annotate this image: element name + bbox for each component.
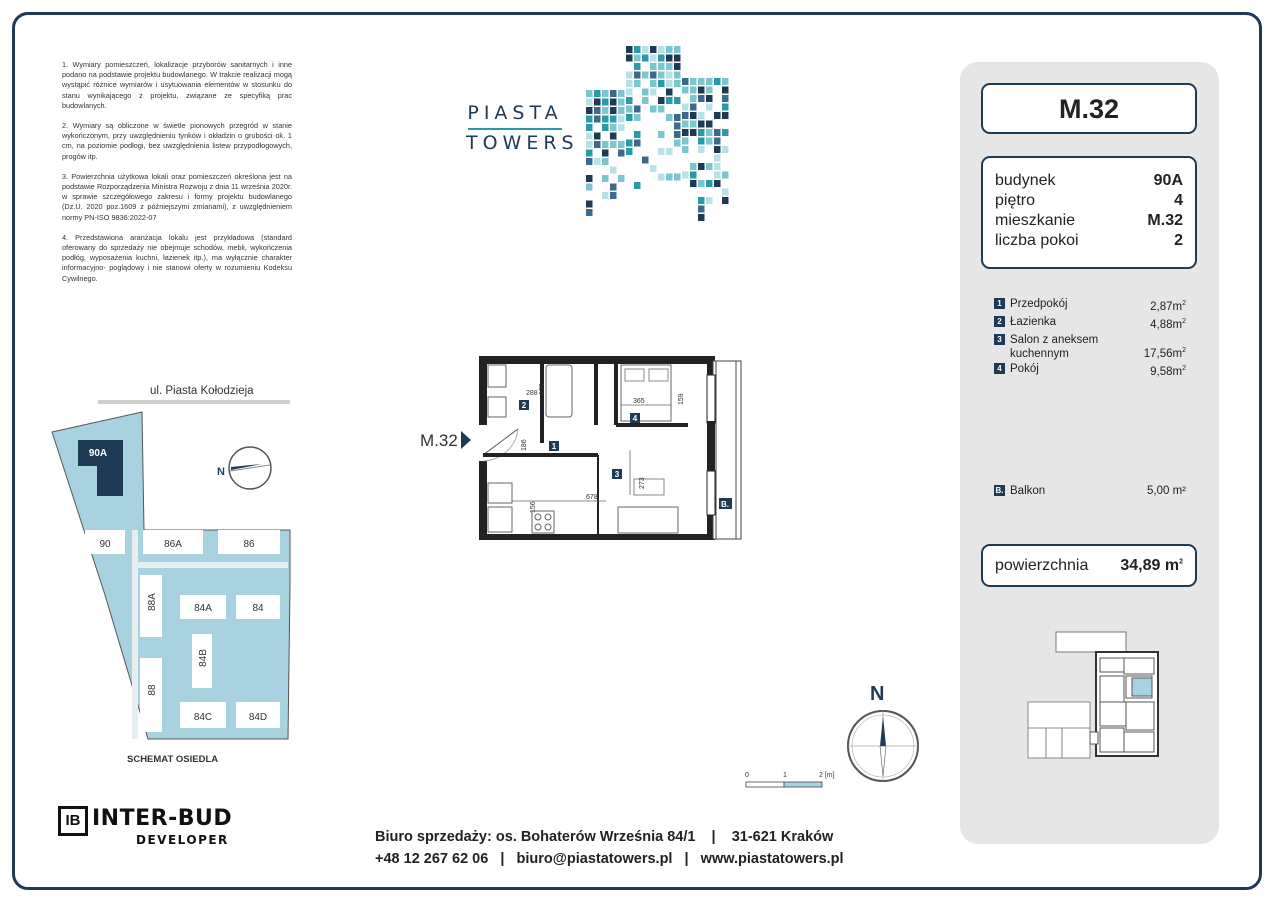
svg-text:84B: 84B: [198, 649, 209, 667]
mosaic-tile: [586, 184, 593, 191]
room-tag-2: [519, 400, 529, 410]
note-2: 2. Wymiary są obliczone w świetle pionowych przegród w stanie wykończonym, przy uwzględnieniu tynków i okładzin o grubości ok. 1 cm, na poziomie podłogi, bez uwzględnienia listew przypodłogowych, progów itp.: [62, 121, 292, 161]
mosaic-tile: [650, 72, 657, 79]
mosaic-tile: [602, 158, 609, 165]
mosaic-tile: [610, 116, 617, 123]
mosaic-tile: [602, 192, 609, 199]
mosaic-tile: [682, 138, 689, 145]
mosaic-tile: [626, 97, 633, 104]
mosaic-tile: [658, 63, 665, 70]
building-88a: [140, 575, 162, 637]
mosaic-tile: [706, 197, 713, 204]
logo-divider: [468, 128, 562, 130]
mosaic-tile: [610, 124, 617, 131]
mosaic-tile: [658, 174, 665, 181]
mosaic-tile: [594, 116, 601, 123]
mosaic-tile: [714, 129, 721, 136]
mosaic-tile: [706, 95, 713, 102]
mosaic-tile: [674, 46, 681, 53]
logo-line2: TOWERS: [466, 132, 579, 154]
mosaic-tile: [690, 172, 697, 179]
mosaic-tile: [642, 55, 649, 62]
room-list: [994, 297, 1186, 379]
mosaic-tile: [586, 107, 593, 114]
mosaic-tile: [682, 104, 689, 111]
mosaic-tile: [650, 89, 657, 96]
total-area-box: [981, 544, 1197, 587]
mosaic-tile: [642, 46, 649, 53]
dim-288: 288: [526, 390, 538, 397]
svg-text:84A: 84A: [194, 603, 212, 614]
room-number: 2: [994, 316, 1005, 327]
building-86: [218, 530, 280, 554]
mosaic-tile: [594, 133, 601, 140]
mosaic-tile: [706, 163, 713, 170]
mosaic-tile: [618, 90, 625, 97]
mosaic-tile: [674, 140, 681, 147]
mosaic-tile: [602, 90, 609, 97]
mosaic-tile: [634, 106, 641, 113]
mosaic-tile: [698, 180, 705, 187]
room-number: 4: [994, 363, 1005, 374]
mosaic-tile: [610, 141, 617, 148]
mosaic-tile: [690, 112, 697, 119]
mosaic-tile: [722, 146, 729, 153]
mosaic-tile: [650, 106, 657, 113]
mosaic-tile: [682, 146, 689, 153]
info-value: M.32: [1147, 212, 1183, 229]
note-4: 4. Przedstawiona aranżacja lokalu jest przykładowa (standard oferowany do sprzedaży nie obejmuje schodów, mebli, wykończenia podłóg, wyposażenia kuchni, łazienek itp.), ma wyłącznie charakter informacyjno- poglądowy i nie stanowi oferty w rozumieniu Kodeksu Cywilnego.: [62, 232, 292, 283]
area-label: powierzchnia: [995, 556, 1089, 574]
mosaic-tile: [610, 90, 617, 97]
legal-notes: [62, 60, 292, 294]
site-caption: SCHEMAT OSIEDLA: [127, 754, 219, 765]
info-value: 90A: [1153, 172, 1183, 189]
building-86a: [143, 530, 203, 554]
mosaic-tile: [682, 78, 689, 85]
info-label: liczba pokoi: [995, 232, 1079, 249]
mosaic-tile: [722, 104, 729, 111]
mosaic-tile: [674, 97, 681, 104]
room-name: Salon z aneksem kuchennym: [1010, 333, 1099, 360]
mosaic-tile: [602, 150, 609, 157]
room-tag-b: [719, 498, 732, 509]
mosaic-tile: [714, 155, 721, 162]
room-area: $17,56m^2$: [1143, 346, 1186, 360]
note-3: 3. Powierzchnia użytkowa lokali oraz pomieszczeń określona jest na podstawie Rozporządzenia Ministra Rozwoju z dnia 11 września 2020r. w sprawie szczegółowego zakresu i formy projektu budowlanego (Dz.U. 2020 poz.1609 z późniejszymi zmianami), z uwzględnieniem normy PN-ISO 9836:2022-07: [62, 171, 292, 222]
mosaic-tile: [634, 80, 641, 87]
room-tag-4: [630, 413, 640, 423]
svg-text:2: 2: [521, 401, 527, 410]
mosaic-tile: [690, 104, 697, 111]
mosaic-tile: [682, 172, 689, 179]
mosaic-tile: [634, 72, 641, 79]
mosaic-tile: [698, 87, 705, 94]
mosaic-tile: [658, 148, 665, 155]
compass-icon: [843, 706, 923, 796]
info-value: 4: [1174, 192, 1183, 209]
mosaic-tile: [698, 197, 705, 204]
mosaic-tile: [714, 180, 721, 187]
mosaic-tile: [626, 148, 633, 155]
street-name: ul. Piasta Kołodzieja: [150, 385, 254, 397]
mosaic-tile: [666, 89, 673, 96]
mosaic-tile: [698, 206, 705, 213]
mosaic-tile: [586, 133, 593, 140]
svg-text:1: 1: [551, 442, 557, 451]
mosaic-tile: [722, 87, 729, 94]
mosaic-tile: [626, 46, 633, 53]
mosaic-tile: [602, 124, 609, 131]
contact-line-1: Biuro sprzedaży: os. Bohaterów Września 84/1 | 31-621 Kraków: [375, 829, 834, 845]
mosaic-tile: [714, 172, 721, 179]
building-84d: [236, 702, 280, 728]
mosaic-tile: [618, 107, 625, 114]
mosaic-tile: [722, 197, 729, 204]
mosaic-tile: [722, 129, 729, 136]
balcony-tag: B.: [995, 486, 1004, 495]
apartment-info-box: [981, 156, 1197, 269]
mosaic-tile: [626, 140, 633, 147]
mosaic-tile: [658, 97, 665, 104]
apartment-pointer-label: M.32: [420, 431, 458, 450]
mosaic-tile: [586, 150, 593, 157]
mosaic-tile: [618, 141, 625, 148]
mosaic-tile: [626, 55, 633, 62]
mosaic-tile: [586, 175, 593, 182]
dim-159: 159: [678, 393, 685, 405]
svg-text:88: 88: [147, 684, 158, 696]
scale-label-2: 2 [m]: [819, 772, 835, 779]
info-row-building: [995, 171, 1183, 191]
room-name: Pokój: [1010, 362, 1039, 375]
mosaic-tile: [666, 97, 673, 104]
mosaic-tile: [658, 106, 665, 113]
mosaic-tile: [690, 129, 697, 136]
building-84: [236, 595, 280, 619]
mosaic-tile: [586, 141, 593, 148]
tower-mosaic-icon: [584, 42, 756, 227]
mosaic-tile: [698, 138, 705, 145]
mosaic-tile: [602, 141, 609, 148]
mosaic-tile: [586, 201, 593, 208]
mosaic-tile: [586, 209, 593, 216]
mosaic-tile: [682, 129, 689, 136]
mosaic-tile: [698, 112, 705, 119]
mosaic-tile: [690, 121, 697, 128]
mosaic-tile: [674, 55, 681, 62]
mosaic-tile: [610, 192, 617, 199]
balcony-area: [713, 361, 741, 539]
mosaic-tile: [674, 72, 681, 79]
mosaic-tile: [594, 107, 601, 114]
mosaic-tile: [658, 131, 665, 138]
mosaic-tile: [586, 158, 593, 165]
svg-text:86A: 86A: [164, 539, 182, 550]
mosaic-tile: [618, 116, 625, 123]
info-value: 2: [1174, 232, 1183, 249]
mosaic-tile: [666, 63, 673, 70]
mosaic-tile: [626, 72, 633, 79]
mosaic-tile: [642, 89, 649, 96]
dim-186: 186: [521, 439, 528, 451]
mosaic-tile: [610, 133, 617, 140]
mosaic-tile: [722, 112, 729, 119]
building-key-plan: [1026, 628, 1166, 768]
mosaic-tile: [642, 157, 649, 164]
mosaic-tile: [666, 174, 673, 181]
mosaic-tile: [674, 174, 681, 181]
dim-273: 273: [639, 477, 646, 489]
window-1: [707, 375, 715, 423]
mosaic-tile: [666, 72, 673, 79]
logo-line1: PIASTA: [467, 102, 563, 124]
balcony-name: Balkon: [1010, 485, 1046, 497]
building-84c: [180, 702, 226, 728]
mosaic-tile: [602, 99, 609, 106]
info-row-floor: [995, 191, 1183, 211]
mosaic-tile: [626, 89, 633, 96]
mosaic-tile: [682, 112, 689, 119]
mosaic-tile: [690, 163, 697, 170]
mosaic-tile: [610, 184, 617, 191]
mosaic-tile: [602, 107, 609, 114]
developer-sub: DEVELOPER: [136, 833, 229, 847]
washbasin-icon: [488, 397, 506, 417]
room-area: $9,58m^2$: [1150, 364, 1186, 378]
mosaic-tile: [610, 167, 617, 174]
mosaic-tile: [650, 55, 657, 62]
mosaic-tile: [618, 124, 625, 131]
mosaic-tile: [722, 78, 729, 85]
dim-156: 156: [530, 501, 537, 513]
dim-365: 365: [633, 398, 645, 405]
mosaic-tile: [650, 46, 657, 53]
mosaic-tile: [722, 172, 729, 179]
mosaic-tile: [634, 63, 641, 70]
mosaic-tile: [714, 78, 721, 85]
scale-label-0: 0: [745, 772, 749, 779]
mosaic-tile: [650, 63, 657, 70]
svg-text:B.: B.: [721, 500, 729, 509]
toilet-icon: [488, 365, 506, 387]
scale-label-1: 1: [783, 772, 787, 779]
mosaic-tile: [690, 95, 697, 102]
mosaic-tile: [586, 90, 593, 97]
info-label: mieszkanie: [995, 212, 1076, 229]
dim-173: 173: [539, 383, 546, 395]
room-number: 3: [994, 334, 1005, 345]
mosaic-tile: [714, 163, 721, 170]
mosaic-tile: [666, 46, 673, 53]
mosaic-tile: [722, 95, 729, 102]
info-label: budynek: [995, 172, 1056, 189]
mosaic-tile: [706, 180, 713, 187]
room-tag-1: [549, 441, 559, 451]
mosaic-tile: [634, 46, 641, 53]
site-plan: [40, 390, 300, 770]
svg-text:N: N: [217, 466, 225, 478]
svg-text:90: 90: [99, 539, 111, 550]
mosaic-tile: [690, 78, 697, 85]
svg-text:88A: 88A: [147, 593, 158, 611]
mosaic-tile: [626, 106, 633, 113]
svg-text:84D: 84D: [248, 712, 268, 723]
balcony-area: 5,00 m²: [1147, 485, 1186, 497]
info-row-rooms: [995, 231, 1183, 251]
room-tag-3: [612, 469, 622, 479]
mosaic-tile: [706, 121, 713, 128]
mosaic-tile: [706, 129, 713, 136]
mosaic-tile: [642, 97, 649, 104]
svg-text:84C: 84C: [193, 712, 213, 723]
mosaic-tile: [666, 114, 673, 121]
mosaic-tile: [674, 114, 681, 121]
bathtub-icon: [546, 365, 572, 417]
room-item: [994, 362, 1186, 379]
mosaic-tile: [698, 163, 705, 170]
mosaic-tile: [666, 148, 673, 155]
mosaic-tile: [634, 140, 641, 147]
sofa-icon: [618, 507, 678, 533]
floor-plan: [478, 355, 743, 540]
mosaic-tile: [714, 112, 721, 119]
room-item: [994, 333, 1186, 361]
contact-line-2: +48 12 267 62 06 | biuro@piastatowers.pl | www.piastatowers.pl: [375, 851, 844, 867]
mosaic-tile: [698, 146, 705, 153]
mosaic-tile: [634, 55, 641, 62]
mosaic-tile: [658, 72, 665, 79]
mosaic-tile: [658, 46, 665, 53]
mosaic-tile: [602, 175, 609, 182]
info-label: piętro: [995, 192, 1036, 209]
mosaic-tile: [714, 138, 721, 145]
pointer-arrow-icon: [461, 431, 471, 449]
apartment-highlight: [1132, 678, 1152, 696]
mosaic-tile: [722, 189, 729, 196]
mosaic-tile: [674, 80, 681, 87]
mosaic-tile: [594, 90, 601, 97]
info-row-apartment: [995, 211, 1183, 231]
mosaic-tile: [618, 150, 625, 157]
room-item: [994, 315, 1186, 332]
svg-text:84: 84: [252, 603, 264, 614]
mosaic-tile: [698, 95, 705, 102]
apartment-title: M.32: [981, 83, 1197, 134]
mosaic-tile: [618, 175, 625, 182]
building-90: [85, 530, 125, 554]
mosaic-tile: [698, 121, 705, 128]
mosaic-tile: [674, 123, 681, 130]
mosaic-tile: [698, 214, 705, 221]
svg-text:90A: 90A: [88, 448, 108, 459]
room-name: Przedpokój: [1010, 298, 1068, 310]
mosaic-tile: [634, 131, 641, 138]
mosaic-tile: [666, 80, 673, 87]
mosaic-tile: [698, 129, 705, 136]
mosaic-tile: [706, 87, 713, 94]
room-area: $4,88m^2$: [1150, 317, 1186, 331]
mosaic-tile: [698, 78, 705, 85]
cabinet-icon: [488, 507, 512, 532]
mosaic-tile: [586, 116, 593, 123]
svg-text:86: 86: [243, 539, 255, 550]
building-88: [140, 658, 162, 732]
mosaic-tile: [594, 99, 601, 106]
room-item: [994, 297, 1186, 314]
mosaic-tile: [706, 104, 713, 111]
mosaic-tile: [634, 114, 641, 121]
mosaic-tile: [690, 87, 697, 94]
note-1: 1. Wymiary pomieszczeń, lokalizacje przyborów sanitarnych i inne podano na podstawie projektu budowlanego. W trakcie realizacji mogą wystąpić różnice wymiarów i usytuowania elementów w stosunku do stanu wynikającego z projektu, związane ze specyfiką prac budowlanych.: [62, 60, 292, 110]
mosaic-tile: [618, 99, 625, 106]
mosaic-tile: [642, 72, 649, 79]
mosaic-tile: [626, 114, 633, 121]
developer-mark: IB: [58, 806, 88, 836]
pillar-1: [707, 421, 715, 471]
mosaic-tile: [706, 78, 713, 85]
north-label: N: [870, 683, 885, 705]
developer-name: INTER-BUD: [92, 806, 233, 831]
mosaic-tile: [594, 158, 601, 165]
mosaic-tile: [594, 141, 601, 148]
mosaic-tile: [602, 116, 609, 123]
room-area: $2,87m^2$: [1150, 300, 1186, 313]
dim-678: 678: [586, 494, 598, 501]
room-name: Łazienka: [1010, 315, 1057, 328]
mosaic-tile: [682, 121, 689, 128]
room-number: 1: [994, 298, 1005, 309]
mosaic-tile: [586, 124, 593, 131]
mosaic-tile: [674, 63, 681, 70]
mosaic-tile: [690, 180, 697, 187]
mosaic-tile: [610, 99, 617, 106]
contact-block: [375, 826, 844, 870]
mosaic-tile: [586, 99, 593, 106]
fridge-icon: [488, 483, 512, 503]
cooktop-icon: [532, 511, 554, 533]
mosaic-tile: [634, 182, 641, 189]
svg-text:4: 4: [632, 414, 638, 423]
balcony-door: [707, 471, 715, 515]
compass-small-icon: [217, 447, 271, 489]
area-value: 34,89 $m^2$: [1120, 556, 1183, 574]
building-84a: [180, 595, 226, 619]
mosaic-tile: [626, 80, 633, 87]
mosaic-tile: [658, 80, 665, 87]
mosaic-tile: [666, 55, 673, 62]
mosaic-tile: [674, 131, 681, 138]
mosaic-tile: [650, 80, 657, 87]
mosaic-tile: [714, 146, 721, 153]
mosaic-tile: [706, 138, 713, 145]
mosaic-tile: [610, 107, 617, 114]
building-84b: [192, 634, 212, 688]
balcony-item: [994, 484, 1186, 498]
mosaic-tile: [658, 55, 665, 62]
mosaic-tile: [682, 87, 689, 94]
svg-text:3: 3: [614, 470, 620, 479]
mosaic-tile: [650, 165, 657, 172]
